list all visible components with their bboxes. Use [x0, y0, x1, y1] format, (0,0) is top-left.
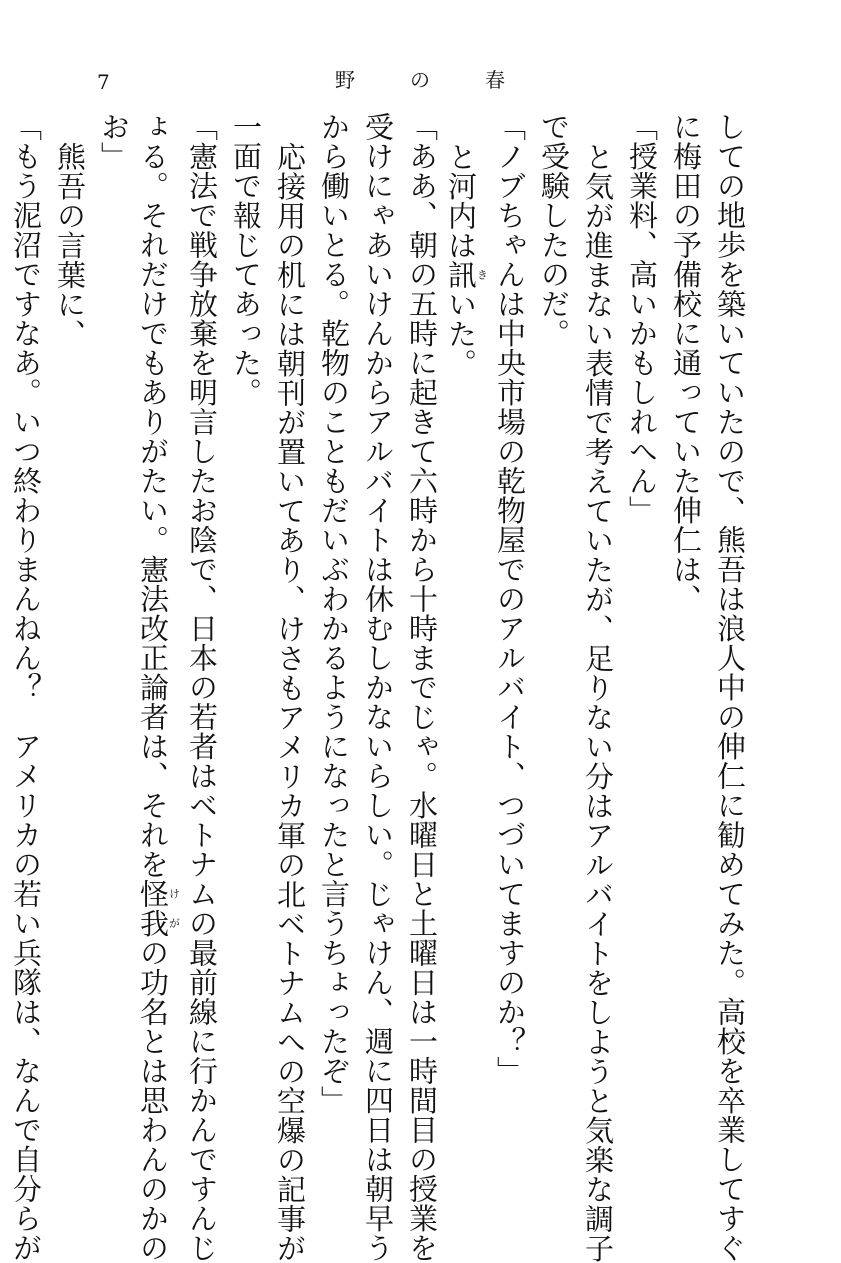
text-line: 「憲法で戦争放棄を明言したお陰で、日本の若者はベトナムの最前線に行かんですんじ [185, 112, 219, 1263]
running-title-char: の [410, 68, 430, 92]
text-line [444, 112, 488, 1152]
body-text [9, 112, 752, 1263]
text-line: しての地歩を築いていたので、熊吾は浪人中の伸仁に勧めてみた。高校を卒業してすぐ [713, 112, 747, 1263]
text-fragment: ょる。それだけでもありがたい。憲法改正論者は、それを [136, 112, 170, 879]
text-line [136, 112, 181, 1263]
text-line: 「ああ、朝の五時に起きて六時から十時までじゃ。水曜日と土曜日は一時間目の授業を [405, 112, 439, 1263]
text-line: に梅田の予備校に通っていた伸仁は、 [669, 112, 703, 614]
running-title-char: 野 [335, 68, 355, 92]
text-line: お」 [97, 112, 131, 171]
text-line: 応接用の机には朝刊が置いてあり、けさもアメリカ軍の北ベトナムへの空爆の記事が [273, 142, 307, 1263]
text-fragment: と河内は [444, 142, 478, 260]
running-title [335, 68, 505, 92]
text-line: と気が進まない表情で考えていたが、足りない分はアルバイトをしようと気楽な調子 [581, 142, 615, 1263]
text-line: 熊吾の言葉に、 [53, 142, 87, 349]
page-number: 7 [97, 70, 110, 94]
text-line: 「授業料、高いかもしれへん」 [625, 112, 659, 525]
furigana-word [444, 260, 489, 290]
furigana-word [136, 879, 181, 938]
text-line: で受験したのだ。 [537, 112, 571, 348]
text-line: 一面で報じてあった。 [229, 112, 263, 407]
furigana: き [475, 260, 489, 290]
text-line: 「もう泥沼ですなあ。いつ終わりまんねん？ アメリカの若い兵隊は、なんで自分らが [9, 112, 43, 1263]
text-line: から働いとる。乾物のこともだいぶわかるようになったと言うちょったぞ」 [317, 112, 351, 1115]
text-fragment: の功名とは思わんのかの [136, 938, 170, 1263]
text-line: 「ノブちゃんは中央市場の乾物屋でのアルバイト、つづいてますのか？」 [493, 112, 527, 1086]
ruby-base: 訊 [444, 260, 478, 290]
furigana: けが [167, 879, 181, 938]
text-fragment: いた。 [444, 289, 478, 378]
ruby-base: 怪我 [136, 879, 170, 938]
text-line: 受けにゃあいけんからアルバイトは休むしかないらしい。じゃけん、週に四日は朝早う [361, 112, 395, 1263]
running-title-char: 春 [485, 68, 505, 92]
